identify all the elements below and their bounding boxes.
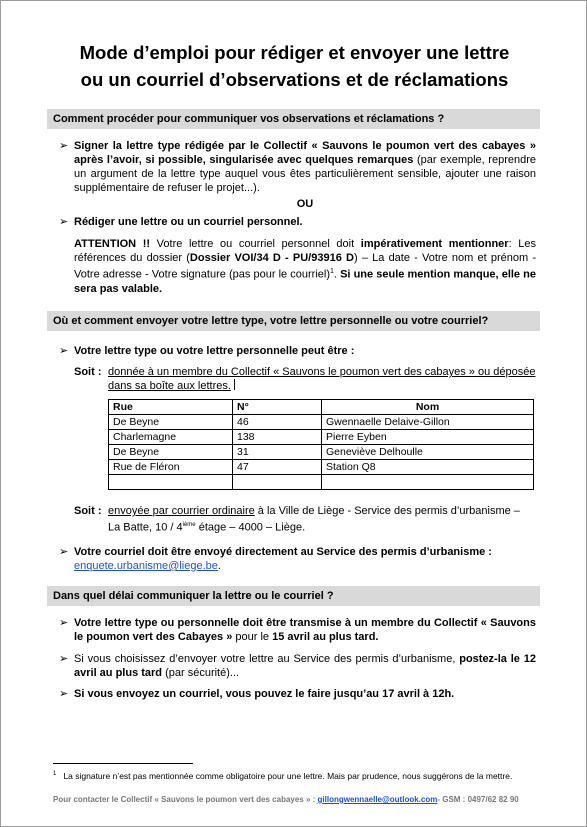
arrow-bullet-icon: ➢ bbox=[59, 653, 69, 665]
bullet-can-be: Votre lettre type ou votre lettre personnelle peut être : bbox=[74, 345, 355, 357]
soit-label-2: Soit : bbox=[74, 505, 102, 517]
table-cell: Gwennaelle Delaive-Gillon bbox=[322, 415, 534, 430]
column-header-nom: Nom bbox=[322, 400, 534, 415]
table-cell: De Beyne bbox=[109, 445, 233, 460]
bullet-deadline-post: Si vous choisissez d’envoyer votre lettre au Service des permis d’urbanisme, postez-la le 12 avril au plus tard (par sécurité)... bbox=[74, 653, 536, 679]
email-link-urbanisme[interactable]: enquete.urbanisme@liege.be bbox=[74, 560, 218, 572]
bullet-email: Votre courriel doit être envoyé directement au Service des permis d’urbanisme : enquete.urbanisme@liege.be. bbox=[74, 546, 492, 572]
section-heading-deadline: Dans quel délai communiquer la lettre ou le courriel ? bbox=[47, 586, 540, 606]
table-cell: Charlemagne bbox=[109, 430, 233, 445]
table-row bbox=[109, 415, 534, 430]
bullet-deadline-email: Si vous envoyez un courriel, vous pouvez le faire jusqu’au 17 avril à 12h. bbox=[74, 688, 455, 700]
arrow-bullet-icon: ➢ bbox=[59, 140, 69, 152]
table-row bbox=[109, 460, 534, 475]
table-cell: 138 bbox=[233, 430, 322, 445]
contact-email-link[interactable]: gillongwennaelle@outlook.com bbox=[317, 795, 438, 804]
table-cell: 47 bbox=[233, 460, 322, 475]
bullet-sign-letter: Signer la lettre type rédigée par le Collectif « Sauvons le poumon vert des cabayes » après l’avoir, si possible, singularisée avec quelques remarques (par exemple, reprendre un argument de la lettre type auquel vous êtes particulièrement sensible, ajouter une raison supplémentaire de refuser le projet...). bbox=[74, 140, 537, 194]
footnote: $^1$ La signature n’est pas mentionnée comme obligatoire pour une lettre. Mais par prudence, nous suggérons de la mettre. bbox=[53, 770, 513, 781]
arrow-bullet-icon: ➢ bbox=[59, 688, 69, 700]
bullet-personal-letter: Rédiger une lettre ou un courriel personnel. bbox=[74, 216, 303, 228]
section-heading-where: Où et comment envoyer votre lettre type, votre lettre personnelle ou votre courriel? bbox=[47, 311, 540, 331]
table-cell: Station Q8 bbox=[322, 460, 534, 475]
arrow-bullet-icon: ➢ bbox=[59, 216, 69, 228]
attention-paragraph: ATTENTION !! Votre lettre ou courriel personnel doit impérativement mentionner: Les références du dossier (Dossier VOI/34 D - PU/93916 D) – La date - Votre nom et prénom - Votre adresse - Votre signature (pas pour le courriel)$^1$. Si une seule mention manque, elle ne sera pas valable. bbox=[74, 238, 537, 295]
column-header-numero: N° bbox=[233, 400, 322, 415]
members-table bbox=[108, 399, 534, 490]
table-cell: 46 bbox=[233, 415, 322, 430]
soit-option-hand-delivery: donnée à un membre du Collectif « Sauvons le poumon vert des cabayes » ou déposée dans sa boîte aux lettres. bbox=[108, 366, 536, 392]
table-header-row bbox=[109, 400, 534, 415]
footnote-number: 1 bbox=[53, 771, 57, 777]
contact-footer: Pour contacter le Collectif « Sauvons le poumon vert des cabayes » : gillongwennaelle@outlook.com- GSM : 0497/62 82 90 bbox=[53, 795, 519, 804]
title-line-1: Mode d’emploi pour rédiger et envoyer une lettre bbox=[79, 42, 510, 63]
section-heading-procedure: Comment procéder pour communiquer vos observations et réclamations ? bbox=[47, 109, 540, 129]
table-row bbox=[109, 475, 534, 490]
table-row bbox=[109, 445, 534, 460]
table-cell: 31 bbox=[233, 445, 322, 460]
footnote-reference[interactable]: 1 bbox=[330, 268, 334, 275]
or-separator: OU bbox=[296, 198, 314, 210]
arrow-bullet-icon: ➢ bbox=[59, 345, 69, 357]
column-header-rue: Rue bbox=[109, 400, 233, 415]
table-cell: Geneviève Delhoulle bbox=[322, 445, 534, 460]
table-cell: Rue de Fléron bbox=[109, 460, 233, 475]
soit-option-mail: envoyée par courrier ordinaire à la Ville de Liège - Service des permis d’urbanisme – La Batte, 10 / 4ième étage – 4000 – Liège. bbox=[108, 505, 520, 534]
table-cell bbox=[322, 475, 534, 490]
table-cell bbox=[233, 475, 322, 490]
table-cell bbox=[109, 475, 233, 490]
footnote-separator bbox=[53, 763, 193, 764]
table-row bbox=[109, 430, 534, 445]
arrow-bullet-icon: ➢ bbox=[59, 546, 69, 558]
table-cell: De Beyne bbox=[109, 415, 233, 430]
soit-label-1: Soit : bbox=[74, 366, 102, 378]
table-cell: Pierre Eyben bbox=[322, 430, 534, 445]
text-cursor bbox=[234, 379, 235, 390]
bullet-deadline-letter: Votre lettre type ou personnelle doit être transmise à un membre du Collectif « Sauvons le poumon vert des Cabayes » pour le 15 avril au plus tard. bbox=[74, 617, 536, 643]
arrow-bullet-icon: ➢ bbox=[59, 617, 69, 629]
document-title bbox=[41, 39, 548, 93]
title-line-2: ou un courriel d’observations et de réclamations bbox=[80, 69, 509, 90]
